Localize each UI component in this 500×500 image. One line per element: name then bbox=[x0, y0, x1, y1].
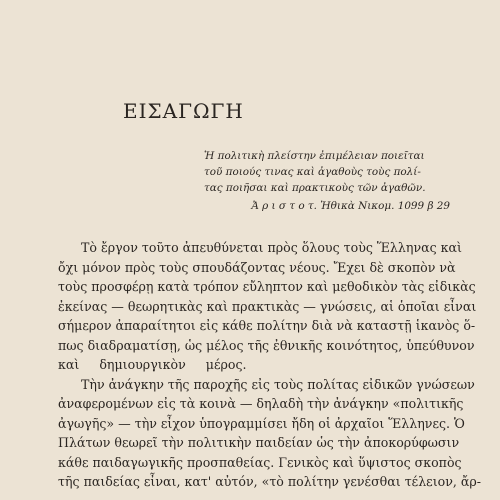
text-line: ὄχι μόνον πρὸς τοὺς σπουδάζοντας νέους. Ἔχει δὲ σκοπὸν νὰ bbox=[58, 259, 456, 275]
paragraph-2 bbox=[58, 375, 482, 492]
text-line: πως διαδραματίσῃ, ὡς μέλος τῆς ἐθνικῆς κοινότητος, ὑπεύθυνον bbox=[58, 337, 475, 353]
epigraph-source-work: Ἠθικὰ Νικομ. 1099 β 29 bbox=[320, 200, 450, 212]
epigraph bbox=[204, 148, 450, 214]
text-line: καὶ δημιουργικὸν μέρος. bbox=[58, 357, 247, 372]
text-line: σήμερον ἀπαραίτητοι εἰς κάθε πολίτην διὰ νὰ καταστῇ ἱκανὸς ὅ- bbox=[58, 318, 476, 333]
paragraph-1 bbox=[58, 238, 477, 375]
body-text bbox=[58, 238, 482, 492]
epigraph-line: Ἡ πολιτικὴ πλείστην ἐπιμέλειαν ποιεῖται bbox=[204, 150, 425, 162]
epigraph-line: τοῦ ποιούς τινας καὶ ἀγαθοὺς τοὺς πολί- bbox=[204, 166, 421, 178]
text-line: ἐκείνας — θεωρητικὰς καὶ πρακτικὰς — γνώσεις, αἱ ὁποῖαι εἶναι bbox=[58, 298, 477, 314]
text-line: τῆς παιδείας εἶναι, κατ' αὐτόν, «τὸ πολίτην γενέσθαι τέλειον, ἄρ- bbox=[58, 474, 482, 489]
epigraph-source bbox=[204, 198, 450, 214]
text-line: ἀναφερομένων εἰς τὰ κοινὰ — δηλαδὴ τὴν ἀνάγκην «πολιτικῆς bbox=[58, 396, 464, 411]
text-line: κάθε παιδαγωγικῆς προσπαθείας. Γενικὸς καὶ ὕψιστος σκοπὸς bbox=[58, 454, 462, 470]
epigraph-source-author: Ἀ ρ ι σ τ ο τ. bbox=[251, 200, 317, 212]
epigraph-line: τας ποιῆσαι καὶ πρακτικοὺς τῶν ἀγαθῶν. bbox=[204, 182, 426, 194]
text-line: Πλάτων θεωρεῖ τὴν πολιτικὴν παιδείαν ὡς τὴν ἀποκορύφωσιν bbox=[58, 435, 460, 450]
text-line: ἀγωγῆς» — τὴν εἶχον ὑπογραμμίσει ἤδη οἱ ἀρχαῖοι Ἕλληνες. Ὁ bbox=[58, 415, 465, 431]
text-line: Τὸ ἔργον τοῦτο ἀπευθύνεται πρὸς ὅλους τοὺς Ἕλληνας καὶ bbox=[81, 240, 462, 255]
text-line: τοὺς προσφέρῃ κατὰ τρόπον εὔληπτον καὶ μεθοδικὸν τὰς εἰδικὰς bbox=[58, 279, 476, 294]
page-heading: ΕΙΣΑΓΩΓΗ bbox=[123, 99, 244, 123]
text-line: Τὴν ἀνάγκην τῆς παροχῆς εἰς τοὺς πολίτας εἰδικῶν γνώσεων bbox=[81, 376, 475, 392]
